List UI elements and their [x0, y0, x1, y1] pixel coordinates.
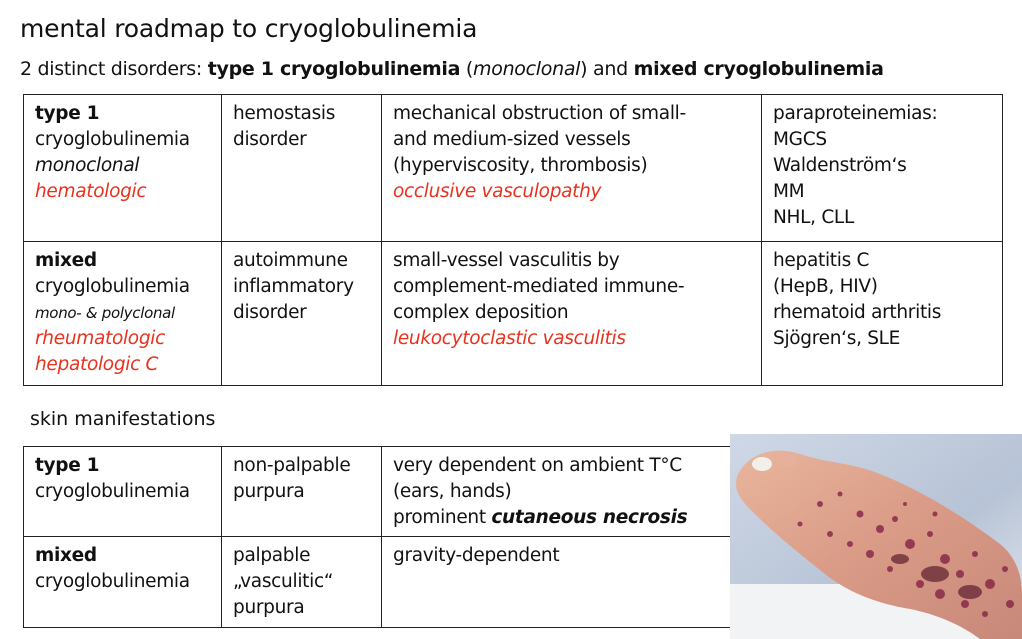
subtitle-prefix: 2 distinct disorders: — [20, 58, 208, 80]
cell-purpura — [222, 447, 382, 537]
disorder-line: disorder — [233, 129, 307, 150]
table-row-mixed — [24, 242, 1003, 386]
mechanism-line: complex deposition — [393, 302, 569, 323]
association-line: hepatitis C — [773, 250, 870, 271]
association-line: MM — [773, 181, 805, 202]
subtitle-type1: type 1 cryoglobulinemia — [207, 58, 461, 80]
cell-name — [24, 95, 222, 242]
subtitle-paren-close: ) and — [580, 58, 634, 80]
table-row-type1 — [24, 95, 1003, 242]
subtitle-monoclonal: monoclonal — [473, 58, 581, 80]
feature-line: very dependent on ambient T°C — [393, 455, 682, 476]
cell-mechanism — [382, 95, 762, 242]
association-line: Waldenström‘s — [773, 155, 907, 176]
row-clonality: monoclonal — [35, 155, 140, 176]
purpura-line: „vasculitic“ — [233, 571, 334, 592]
pathology: leukocytoclastic vasculitis — [393, 328, 626, 349]
mechanism-line: small-vessel vasculitis by — [393, 250, 620, 271]
table-row-mixed — [24, 537, 731, 628]
disorder-line: hemostasis — [233, 103, 336, 124]
subtitle-paren-open: ( — [460, 58, 474, 80]
mechanism-line: (hyperviscosity, thrombosis) — [393, 155, 648, 176]
cell-name — [24, 447, 222, 537]
feature-emphasis: cutaneous necrosis — [491, 507, 688, 528]
cell-associations — [762, 242, 1003, 386]
row-name-bold: type 1 — [35, 455, 100, 476]
row-category: hepatologic C — [35, 354, 159, 375]
disorder-line: disorder — [233, 302, 307, 323]
row-category: rheumatologic — [35, 328, 165, 349]
feature-line — [393, 505, 720, 531]
feature-line: (ears, hands) — [393, 481, 512, 502]
mechanism-line: mechanical obstruction of small- — [393, 103, 686, 124]
toenail-icon — [752, 457, 772, 471]
row-name: cryoglobulinemia — [35, 129, 190, 150]
feature-line: gravity-dependent — [393, 545, 560, 566]
skin-manifestations-label: skin manifestations — [30, 408, 216, 430]
row-category: hematologic — [35, 181, 147, 202]
cell-purpura — [222, 537, 382, 628]
pathology: occlusive vasculopathy — [393, 181, 602, 202]
skin-table — [23, 446, 731, 628]
association-line: rhematoid arthritis — [773, 302, 942, 323]
mechanism-line: complement-mediated immune- — [393, 276, 685, 297]
cell-features — [382, 447, 731, 537]
disorder-line: autoimmune — [233, 250, 348, 271]
row-name: cryoglobulinemia — [35, 571, 190, 592]
cell-disorder — [222, 242, 382, 386]
cell-name — [24, 242, 222, 386]
cell-associations — [762, 95, 1003, 242]
purpura-line: purpura — [233, 481, 305, 502]
disorder-line: inflammatory — [233, 276, 354, 297]
toe-shape — [779, 454, 797, 466]
association-line: (HepB, HIV) — [773, 276, 878, 297]
association-line: paraproteinemias: — [773, 103, 938, 124]
purpura-line: non-palpable — [233, 455, 351, 476]
cell-features — [382, 537, 731, 628]
feature-prefix: prominent — [393, 507, 492, 528]
association-line: MGCS — [773, 129, 827, 150]
subtitle-mixed: mixed cryoglobulinemia — [633, 58, 884, 80]
purpura-photo — [730, 434, 1022, 639]
cell-name — [24, 537, 222, 628]
purpura-line: purpura — [233, 597, 305, 618]
association-line: Sjögren‘s, SLE — [773, 328, 901, 349]
subtitle — [20, 58, 884, 80]
row-clonality: mono- & polyclonal — [35, 304, 175, 322]
mechanism-line: and medium-sized vessels — [393, 129, 631, 150]
row-name-bold: type 1 — [35, 103, 100, 124]
cell-mechanism — [382, 242, 762, 386]
row-name: cryoglobulinemia — [35, 276, 190, 297]
cell-disorder — [222, 95, 382, 242]
row-name-bold: mixed — [35, 250, 97, 271]
purpura-line: palpable — [233, 545, 311, 566]
table-row-type1 — [24, 447, 731, 537]
row-name: cryoglobulinemia — [35, 481, 190, 502]
page-title: mental roadmap to cryoglobulinemia — [20, 14, 478, 43]
association-line: NHL, CLL — [773, 207, 854, 228]
disorders-table — [23, 94, 1003, 386]
row-name-bold: mixed — [35, 545, 97, 566]
